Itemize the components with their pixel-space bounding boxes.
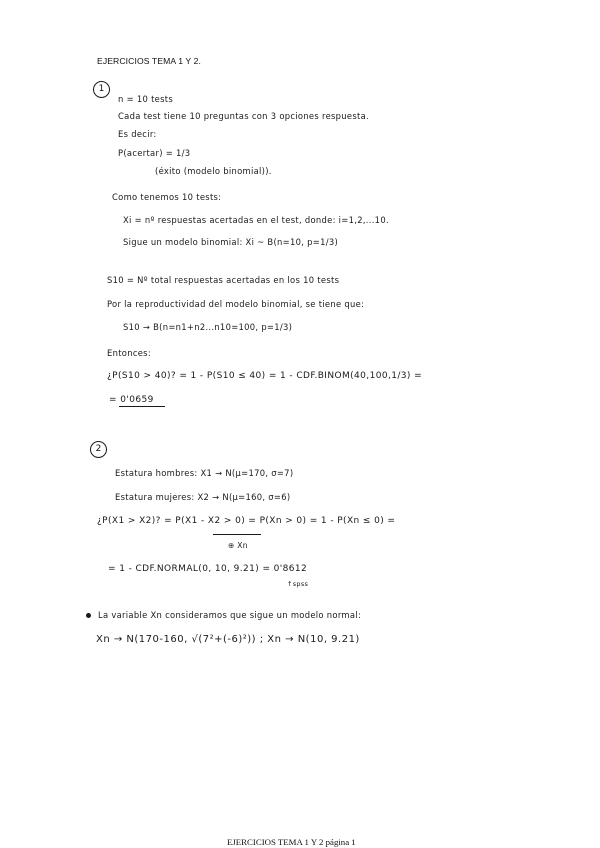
ex2-mujeres: Estatura mujeres: X2 → N(μ=160, σ=6) (115, 492, 291, 502)
exercise-2-number: 2 (90, 441, 107, 458)
ex2-hombres: Estatura hombres: X1 → N(μ=170, σ=7) (115, 468, 294, 478)
ex1-description: Cada test tiene 10 preguntas con 3 opciones respuesta. (118, 111, 370, 121)
ex2-cdf-result: = 1 - CDF.NORMAL(0, 10, 9.21) = 0'8612 (108, 564, 308, 574)
ex2-variable-note: La variable Xn consideramos que sigue un modelo normal: (98, 610, 362, 620)
ex1-exito-note: (éxito (modelo binomial)). (155, 166, 272, 176)
exercise-1-number: 1 (93, 81, 110, 98)
ex2-spss-note: ↑spss (287, 580, 309, 588)
ex2-brace-line (213, 534, 261, 535)
bullet-icon (86, 613, 91, 618)
ex1-xi-definition: Xi = nº respuestas acertadas en el test, donde: i=1,2,...10. (123, 215, 389, 225)
ex1-s10-definition: S10 = Nº total respuestas acertadas en los 10 tests (107, 275, 340, 285)
page-title: EJERCICIOS TEMA 1 Y 2. (97, 56, 201, 66)
ex1-entonces: Entonces: (107, 348, 151, 358)
ex1-calculation: ¿P(S10 > 40)? = 1 - P(S10 ≤ 40) = 1 - CDF.BINOM(40,100,1/3) = (107, 371, 423, 381)
ex2-xn-note: ⊕ Xn (228, 541, 248, 550)
ex2-xn-model: Xn → N(170-160, √(7²+(-6)²)) ; Xn → N(10, 9.21) (96, 634, 360, 645)
page-footer: EJERCICIOS TEMA 1 Y 2 página 1 (227, 837, 356, 847)
ex1-result-underline (119, 406, 165, 407)
ex1-reproductividad: Por la reproductividad del modelo binomial, se tiene que: (107, 299, 365, 309)
ex1-probability: P(acertar) = 1/3 (118, 148, 191, 158)
ex1-s10-binomial: S10 → B(n=n1+n2...n10=100, p=1/3) (123, 322, 293, 332)
ex1-binomial-model: Sigue un modelo binomial: Xi ~ B(n=10, p=1/3) (123, 237, 339, 247)
ex1-como-tenemos: Como tenemos 10 tests: (112, 192, 222, 202)
ex1-n-line: n = 10 tests (118, 94, 174, 104)
ex1-es-decir: Es decir: (118, 129, 157, 139)
ex1-result: = 0'0659 (109, 395, 154, 405)
ex2-calculation: ¿P(X1 > X2)? = P(X1 - X2 > 0) = P(Xn > 0) = 1 - P(Xn ≤ 0) = (97, 516, 396, 526)
